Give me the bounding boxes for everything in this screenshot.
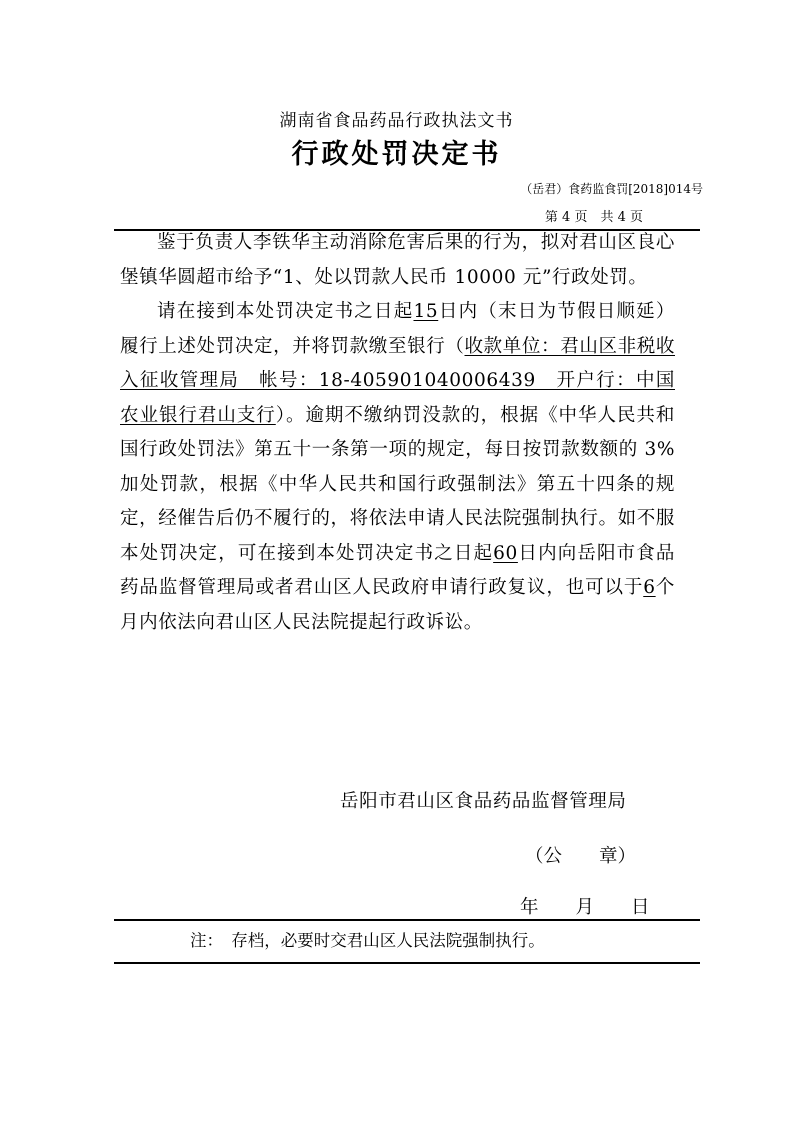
paragraph-penalty: 鉴于负责人李铁华主动消除危害后果的行为，拟对君山区良心堡镇华圆超市给予“1、处以罚款人民币 10000 元”行政处罚。 <box>120 232 675 288</box>
issuing-authority: 岳阳市君山区食品药品监督管理局 <box>340 791 627 812</box>
payment-text-e: 个月内依法向君山区人民法院提起行政诉讼。 <box>120 577 676 633</box>
document-title: 行政处罚决定书 <box>291 139 502 170</box>
page-info: 第 4 页 共 4 页 <box>544 210 643 225</box>
payment-text-c: ）。逾期不缴纳罚没款的，根据《中华人民共和国行政处罚法》第五十一条第一项的规定，每日按罚款数额的 3%加处罚款，根据《中华人民共和国行政强制法》第五十四条的规定，经催告后仍不履行的，将依法申请人民法院强制执行。如不服本处罚决定，可在接到本处罚决定书之日起 <box>120 404 675 564</box>
decision-body <box>120 226 675 640</box>
signature-date: 年 月 日 <box>520 897 650 918</box>
paragraph-payment-and-appeal <box>120 295 675 640</box>
payment-text-a: 请在接到本处罚决定书之日起 <box>157 301 414 322</box>
agency-heading: 湖南省食品药品行政执法文书 <box>279 111 514 131</box>
payment-days: 15 <box>413 301 439 322</box>
lawsuit-months: 6 <box>643 577 656 598</box>
archive-note: 注： 存档，必要时交君山区人民法院强制执行。 <box>190 931 545 950</box>
document-number: （岳君）食药监食罚[2018]014号 <box>520 182 703 196</box>
bank-account-info: 收款单位：君山区非税收入征收管理局 帐号：18-405901040006439 开户行：中国农业银行君山支行 <box>120 335 675 426</box>
footer-divider-top <box>114 919 700 921</box>
payment-text-b: 日内（末日为节假日顺延）履行上述处罚决定，并将罚款缴至银行（ <box>120 301 675 357</box>
review-days: 60 <box>493 542 518 564</box>
payment-text-d: 日内向岳阳市食品药品监督管理局或者君山区人民政府申请行政复议，也可以于 <box>120 542 675 598</box>
footer-divider-bottom <box>114 962 700 964</box>
official-seal-placeholder: （公 章） <box>525 846 637 867</box>
